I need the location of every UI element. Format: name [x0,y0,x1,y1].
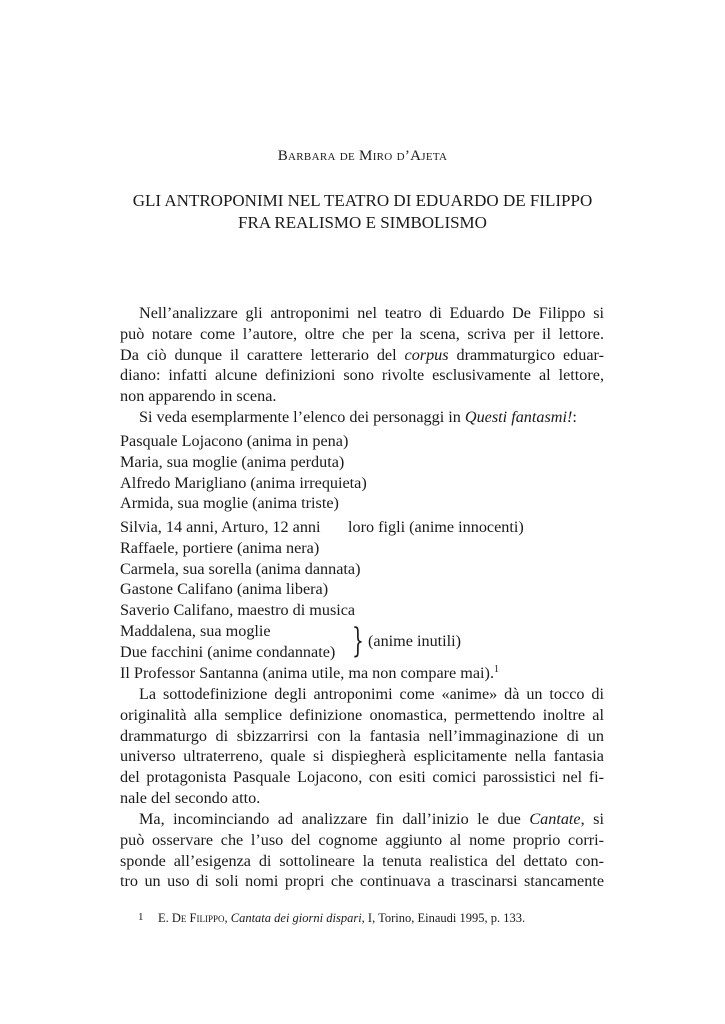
text-line: Si veda esemplarmente l’elenco dei personaggi in Questi fantasmi!: [139,407,577,426]
brace-glyph: } [352,620,364,661]
cast-item: Pasquale Lojacono (anima in pena) [120,432,349,450]
text-line: diano: infatti alcune definizioni sono rivolte esclusivamente al lettore, [120,366,604,385]
italic-title: Cantate [529,810,581,828]
text-line: può osservare che l’uso del cognome aggiunto al nome proprio corri- [120,830,604,849]
text-line: può notare come l’autore, oltre che per la scena, scriva per il lettore. [120,324,604,343]
text-line: Da ciò dunque il carattere letterario del corpus drammaturgico eduar- [120,345,605,364]
cast-item: Il Professor Santanna (anima utile, ma non compare mai).$^1$ [120,663,499,682]
cast-item: Maddalena, sua moglie [120,621,271,640]
text-line: sponde all’esigenza di sottolineare la tenuta realistica del dettato con- [120,851,604,870]
cast-item: Maria, sua moglie (anima perduta) [120,452,345,471]
article-title [0,190,725,234]
italic-title: Questi fantasmi! [464,407,573,426]
text-line: del protagonista Pasquale Lojacono, con esiti comici parossistici nel fi- [120,768,604,787]
footnote-text: E. De Filippo, Cantata dei giorni dispari, I, Torino, Einaudi 1995, p. 133. [158,911,526,925]
text-line: La sottodefinizione degli antroponimi come «anime» dà un tocco di [139,685,604,703]
cast-item: Alfredo Marigliano (anima irrequieta) [120,473,367,492]
text-line: Ma, incominciando ad analizzare fin dall’inizio le due Cantate, si [139,810,604,828]
text-line: universo ultraterreno, quale si dispiegherà esplicitamente nella fantasia [120,747,604,766]
cast-list-2 [120,517,604,683]
footnote-number: 1 [138,911,144,923]
title-line-1: GLI ANTROPONIMI NEL TEATRO DI EDUARDO DE FILIPPO [132,191,593,210]
cast-item-left: Silvia, 14 anni, Arturo, 12 anni [120,518,321,536]
title-line-2: FRA REALISMO E SIMBOLISMO [238,213,487,232]
footnote-ref: 1 [494,663,499,675]
text-line: originalità alla semplice definizione onomastica, permettendo inoltre al [120,705,604,724]
text-line: tro un uso di soli nomi propri che continuava a trascinarsi stancamente [120,872,604,891]
cast-item: Saverio Califano, maestro di musica [120,601,356,620]
cast-item: Carmela, sua sorella (anima dannata) [120,559,361,578]
text-line: non apparendo in scena. [120,387,277,406]
cast-item [120,517,604,538]
paragraph-3 [120,809,604,892]
cast-item: Armida, sua moglie (anima triste) [120,494,339,513]
paragraph-2 [120,684,604,809]
cast-item: Due facchini (anime condannate) [120,642,336,661]
italic-term: corpus [404,345,449,364]
text-line: drammaturgo di sbizzarrirsi con la fantasia nell’immaginazione di un [120,726,604,745]
cast-item: Raffaele, portiere (anima nera) [120,538,320,557]
brace-label: (anime inutili) [368,631,462,650]
cast-item-right: loro figli (anime innocenti) [348,518,524,536]
cast-list-1 [120,431,604,514]
footnote-work: Cantata dei giorni dispari [230,911,362,925]
intro-paragraph [120,303,604,428]
text-line: nale del secondo atto. [120,788,261,807]
author-name: Barbara de Miro d’Ajeta [277,148,448,164]
footnote-author: E. De Filippo [158,911,225,925]
cast-brace-group [120,621,604,663]
cast-item: Gastone Califano (anima libera) [120,580,329,599]
text-line: Nell’analizzare gli antroponimi nel teatro di Eduardo De Filippo si [139,304,604,322]
